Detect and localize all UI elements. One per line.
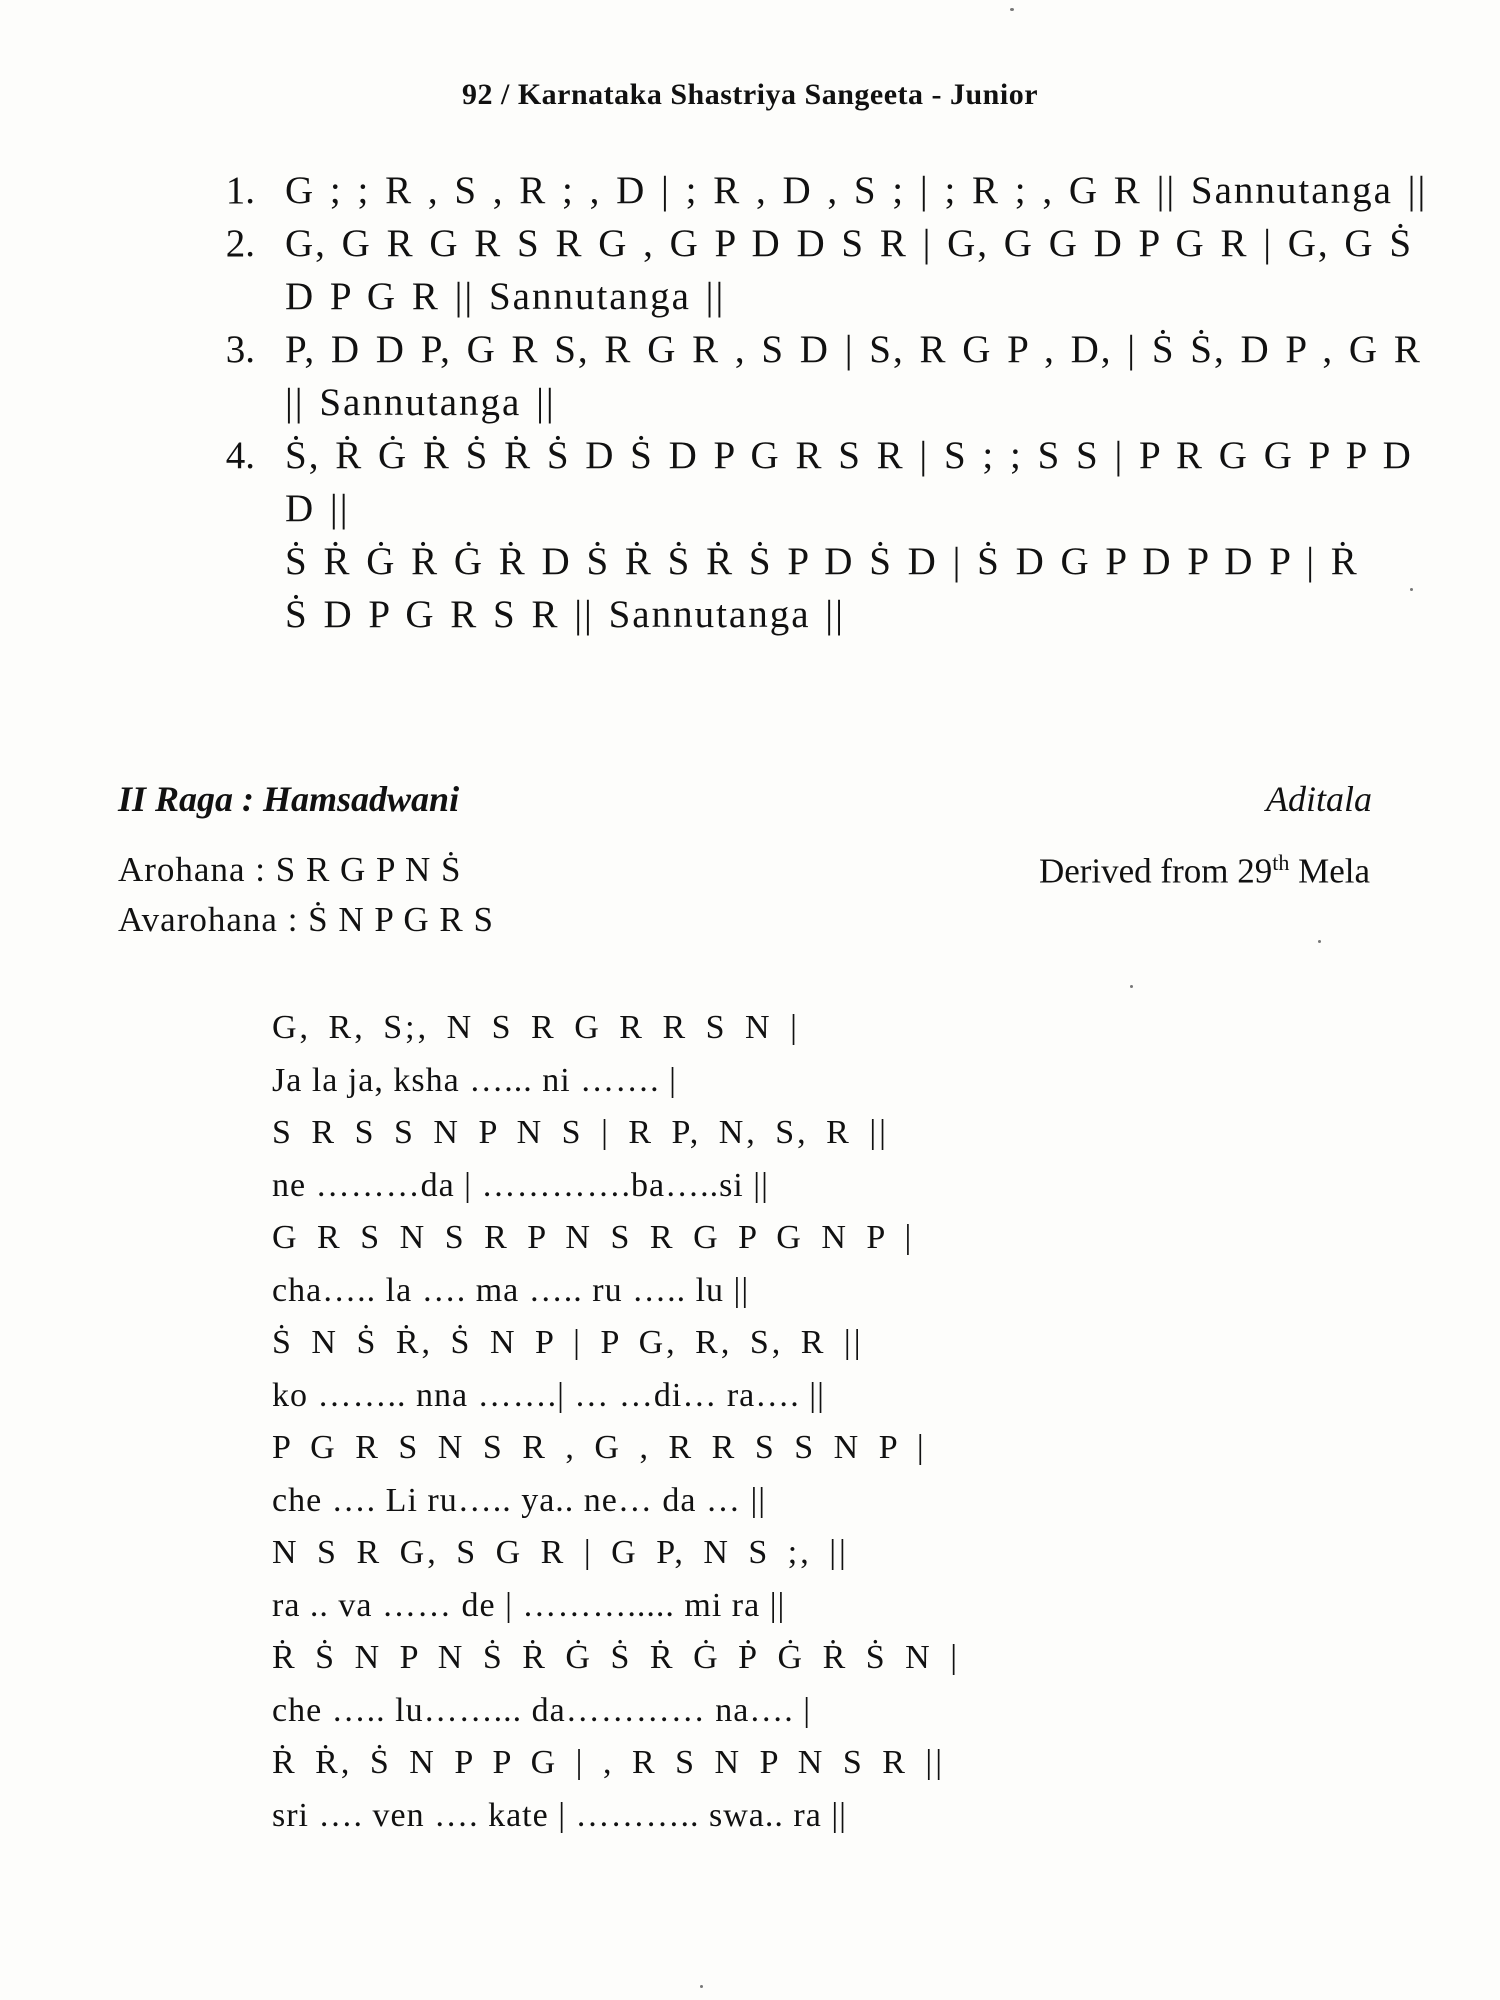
scan-speck [1010, 8, 1014, 11]
exercise-number: 3. [225, 328, 255, 371]
swara-line: N S R G, S G R | G P, N S ;, || [272, 1534, 849, 1571]
notation-line: G ; ; R , S , R ; , D | ; R , D , S ; | ; R ; , G R || Sannutanga || [285, 169, 1428, 212]
notation-line: || Sannutanga || [285, 381, 556, 424]
arohana-scale: Arohana : S R G P N Ṡ [118, 850, 462, 889]
lyric-line: ko …….. nna …….| … …di… ra…. || [272, 1376, 825, 1414]
swara-line: P G R S N S R , G , R R S S N P | [272, 1429, 927, 1466]
notation-line: D P G R || Sannutanga || [285, 275, 726, 318]
exercise-1 [195, 164, 1485, 217]
lyric-line: ra .. va …… de | ………..... mi ra || [272, 1586, 786, 1624]
scan-speck [700, 1985, 703, 1988]
mela-note [1039, 850, 1370, 892]
notation-line: Ṡ Ṙ Ġ Ṙ Ġ Ṙ D Ṡ Ṙ Ṡ Ṙ Ṡ P D Ṡ D | Ṡ D G P D P D P | Ṙ [285, 540, 1359, 583]
scan-speck [1318, 940, 1321, 943]
tala-label: Aditala [1266, 779, 1372, 819]
mela-suffix: Mela [1289, 851, 1370, 891]
lyric-line: che ….. lu……... da………… na…. | [272, 1691, 812, 1729]
notation-line: Ṡ, Ṙ Ġ Ṙ Ṡ Ṙ Ṡ D Ṡ D P G R S R | S ; ; S S | P R G G P P D [285, 434, 1413, 477]
running-head: 92 / Karnataka Shastriya Sangeeta - Junior [461, 78, 1039, 111]
notation-line: P, D D P, G R S, R G R , S D | S, R G P , D, | Ṡ Ṡ, D P , G R [285, 328, 1422, 371]
exercise-4 [195, 429, 1485, 641]
raga-heading: II Raga : Hamsadwani [118, 779, 460, 819]
lyric-line: ne ………da | ………….ba…..si || [272, 1166, 769, 1204]
exercise-3 [195, 323, 1485, 429]
swara-line: Ṙ Ṡ N P N Ṡ Ṙ Ġ Ṡ Ṙ Ġ Ṗ Ġ Ṙ Ṡ N | [272, 1639, 961, 1676]
mela-prefix: Derived from 29 [1038, 851, 1273, 891]
notation-line: D || [285, 487, 350, 530]
mela-ordinal: th [1272, 850, 1290, 875]
exercise-2 [195, 217, 1485, 323]
exercise-number: 2. [225, 222, 255, 265]
composition [272, 1002, 1172, 1842]
swara-line: G, R, S;, N S R G R R S N | [272, 1009, 800, 1046]
scan-speck [1130, 985, 1133, 988]
notation-line: G, G R G R S R G , G P D D S R | G, G G D P G R | G, G Ṡ [285, 222, 1414, 265]
exercise-number: 1. [225, 169, 255, 212]
lyric-line: Ja la ja, ksha …... ni ……. | [272, 1061, 677, 1099]
lyric-line: sri …. ven …. kate | ……….. swa.. ra || [272, 1796, 847, 1834]
swara-line: Ṙ Ṙ, Ṡ N P P G | , R S N P N S R || [272, 1744, 946, 1781]
avarohana-scale: Avarohana : Ṡ N P G R S [118, 900, 494, 939]
exercise-number: 4. [225, 434, 255, 477]
exercise-list [195, 164, 1485, 641]
swara-line: G R S N S R P N S R G P G N P | [272, 1219, 915, 1256]
swara-line: Ṡ N Ṡ Ṙ, Ṡ N P | P G, R, S, R || [272, 1324, 864, 1361]
notation-line: Ṡ D P G R S R || Sannutanga || [285, 593, 845, 636]
lyric-line: cha….. la …. ma ….. ru ….. lu || [272, 1271, 750, 1309]
lyric-line: che …. Li ru….. ya.. ne… da … || [272, 1481, 767, 1519]
swara-line: S R S S N P N S | R P, N, S, R || [272, 1114, 889, 1151]
scan-speck [1410, 588, 1413, 591]
